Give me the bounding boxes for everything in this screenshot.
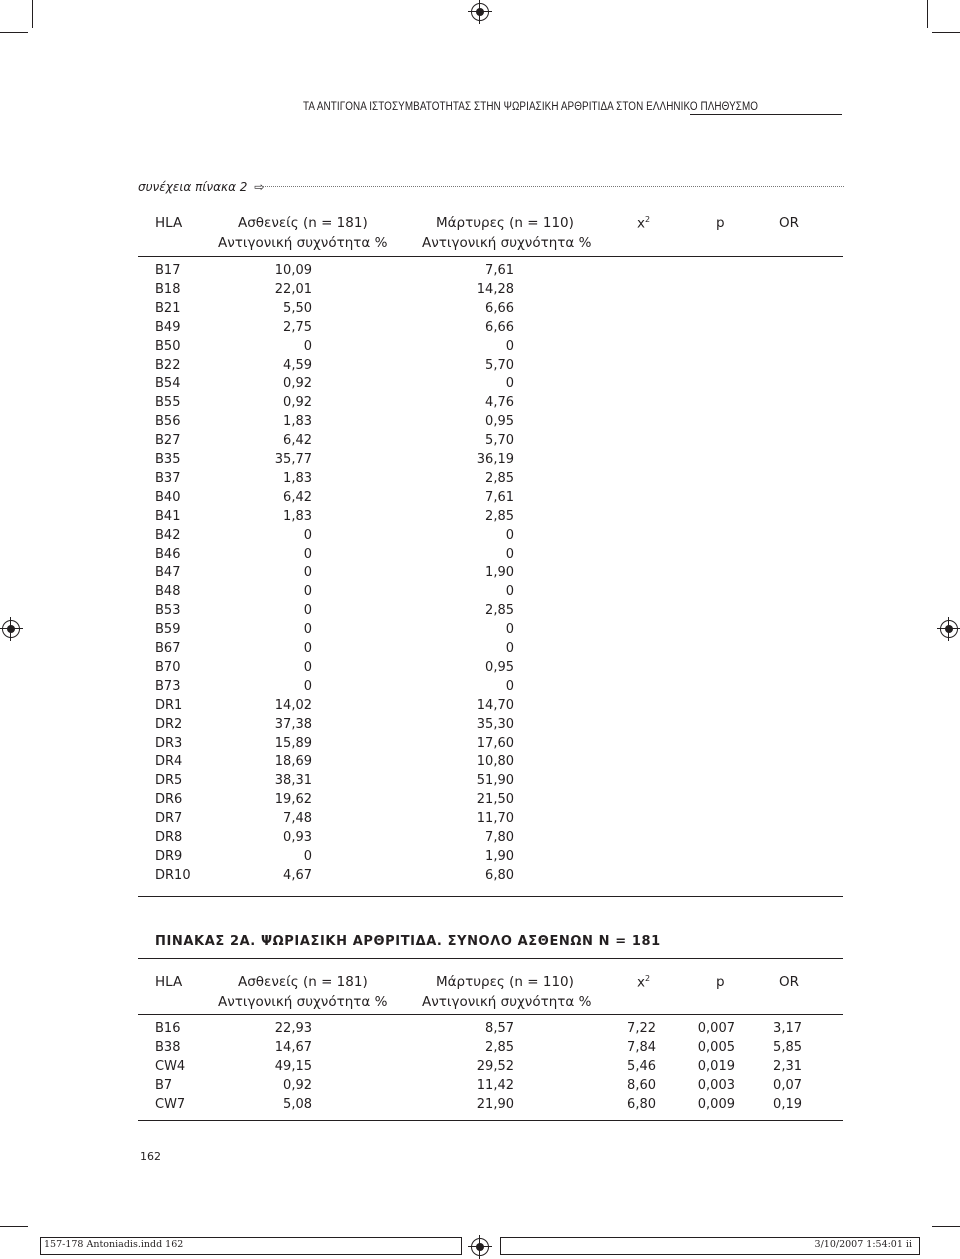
cell-hla: B27 — [155, 433, 181, 448]
cell-hla: B54 — [155, 376, 181, 391]
cell-controls: 2,85 — [485, 471, 514, 486]
cell-patients: 6,42 — [283, 433, 312, 448]
col-patients-sub: Αντιγονική συχνότητα % — [218, 235, 388, 251]
cell-patients: 6,42 — [283, 490, 312, 505]
crop-mark-br-h — [932, 1226, 960, 1227]
cell-hla: DR5 — [155, 773, 183, 788]
col-controls-sub: Αντιγονική συχνότητα % — [422, 235, 592, 251]
cell-hla: B22 — [155, 358, 181, 373]
cell-controls: 0 — [505, 584, 514, 599]
cell-patients: 49,15 — [274, 1059, 312, 1074]
cell-patients: 19,62 — [274, 792, 312, 807]
cell-controls: 0 — [505, 547, 514, 562]
table2-top-rule — [138, 958, 843, 959]
cell-controls: 2,85 — [485, 1040, 514, 1055]
cell-patients: 0 — [303, 528, 312, 543]
cell-hla: DR6 — [155, 792, 183, 807]
cell-hla: B46 — [155, 547, 181, 562]
cell-patients: 0 — [303, 641, 312, 656]
cell-controls: 0 — [505, 376, 514, 391]
cell-hla: DR8 — [155, 830, 183, 845]
table2-bottom-rule — [138, 1120, 843, 1121]
cell-patients: 15,89 — [274, 736, 312, 751]
cell-hla: B67 — [155, 641, 181, 656]
crop-mark-tl-h — [0, 32, 28, 33]
cell-or: 0,19 — [773, 1097, 802, 1112]
cell-hla: B42 — [155, 528, 181, 543]
col-hla: HLA — [155, 974, 183, 990]
cell-p: 0,019 — [697, 1059, 735, 1074]
cell-hla: DR10 — [155, 868, 191, 883]
col-patients-sub: Αντιγονική συχνότητα % — [218, 994, 388, 1010]
cell-controls: 0 — [505, 528, 514, 543]
cell-patients: 1,83 — [283, 414, 312, 429]
cell-hla: B56 — [155, 414, 181, 429]
slug-file: 157-178 Antoniadis.indd 162 — [44, 1239, 184, 1250]
cell-hla: B35 — [155, 452, 181, 467]
cell-patients: 4,67 — [283, 868, 312, 883]
cell-hla: B40 — [155, 490, 181, 505]
cell-hla: B48 — [155, 584, 181, 599]
cell-controls: 1,90 — [485, 565, 514, 580]
cell-patients: 0,92 — [283, 376, 312, 391]
col-chi — [637, 215, 650, 232]
cell-hla: B47 — [155, 565, 181, 580]
cell-patients: 5,08 — [283, 1097, 312, 1112]
chi-symbol: x — [637, 215, 645, 232]
crop-mark-tr-h — [932, 32, 960, 33]
cell-patients: 18,69 — [274, 754, 312, 769]
chi-sup: 2 — [645, 974, 651, 983]
cell-controls: 21,90 — [476, 1097, 514, 1112]
cell-p: 0,003 — [697, 1078, 735, 1093]
cell-hla: B70 — [155, 660, 181, 675]
chi-symbol: x — [637, 974, 645, 991]
header-rule — [690, 114, 842, 115]
col-or: OR — [779, 215, 800, 231]
col-or: OR — [779, 974, 800, 990]
col-p: p — [716, 974, 725, 990]
registration-mark-left-icon — [2, 620, 20, 638]
cell-patients: 22,93 — [274, 1021, 312, 1036]
cell-hla: CW4 — [155, 1059, 186, 1074]
cell-controls: 11,70 — [476, 811, 514, 826]
cell-chi: 8,60 — [627, 1078, 656, 1093]
cell-patients: 10,09 — [274, 263, 312, 278]
cell-hla: DR3 — [155, 736, 183, 751]
col-hla: HLA — [155, 215, 183, 231]
cell-controls: 6,66 — [485, 301, 514, 316]
cell-controls: 21,50 — [476, 792, 514, 807]
continuation-text: συνέχεια πίνακα 2 — [138, 180, 248, 194]
cell-hla: B16 — [155, 1021, 181, 1036]
cell-patients: 0 — [303, 849, 312, 864]
cell-or: 0,07 — [773, 1078, 802, 1093]
cell-controls: 7,61 — [485, 263, 514, 278]
col-controls-sub: Αντιγονική συχνότητα % — [422, 994, 592, 1010]
col-controls: Μάρτυρες (n = 110) — [436, 215, 574, 231]
cell-controls: 29,52 — [476, 1059, 514, 1074]
cell-patients: 0,93 — [283, 830, 312, 845]
cell-hla: B37 — [155, 471, 181, 486]
crop-mark-tl-v — [32, 0, 33, 28]
cell-or: 3,17 — [773, 1021, 802, 1036]
cell-patients: 1,83 — [283, 509, 312, 524]
cell-hla: DR9 — [155, 849, 183, 864]
cell-controls: 14,70 — [476, 698, 514, 713]
registration-mark-top-icon — [471, 3, 489, 21]
cell-patients: 0 — [303, 603, 312, 618]
continuation-dotted-rule — [262, 186, 844, 187]
cell-controls: 36,19 — [476, 452, 514, 467]
cell-patients: 37,38 — [274, 717, 312, 732]
cell-hla: DR4 — [155, 754, 183, 769]
cell-controls: 35,30 — [476, 717, 514, 732]
cell-hla: B49 — [155, 320, 181, 335]
cell-patients: 0 — [303, 565, 312, 580]
arrow-right-icon: ⇨ — [254, 180, 265, 194]
slug-timestamp: 3/10/2007 1:54:01 ii — [814, 1239, 912, 1250]
cell-controls: 11,42 — [476, 1078, 514, 1093]
cell-hla: CW7 — [155, 1097, 186, 1112]
table1-header-rule — [138, 256, 843, 257]
cell-p: 0,009 — [697, 1097, 735, 1112]
cell-patients: 0 — [303, 584, 312, 599]
cell-controls: 5,70 — [485, 358, 514, 373]
cell-controls: 2,85 — [485, 509, 514, 524]
table2-header-rule — [138, 1014, 843, 1015]
cell-patients: 0 — [303, 547, 312, 562]
cell-p: 0,007 — [697, 1021, 735, 1036]
table1-bottom-rule — [138, 896, 843, 897]
cell-hla: B38 — [155, 1040, 181, 1055]
cell-hla: B17 — [155, 263, 181, 278]
cell-patients: 0 — [303, 679, 312, 694]
cell-patients: 0 — [303, 339, 312, 354]
cell-patients: 0,92 — [283, 395, 312, 410]
continuation-label — [138, 180, 264, 194]
cell-controls: 0,95 — [485, 414, 514, 429]
cell-controls: 5,70 — [485, 433, 514, 448]
cell-hla: B41 — [155, 509, 181, 524]
cell-controls: 51,90 — [476, 773, 514, 788]
cell-controls: 0 — [505, 339, 514, 354]
cell-patients: 38,31 — [274, 773, 312, 788]
cell-controls: 7,80 — [485, 830, 514, 845]
cell-controls: 6,80 — [485, 868, 514, 883]
cell-hla: DR7 — [155, 811, 183, 826]
cell-hla: DR2 — [155, 717, 183, 732]
cell-controls: 10,80 — [476, 754, 514, 769]
cell-hla: B53 — [155, 603, 181, 618]
cell-controls: 0,95 — [485, 660, 514, 675]
cell-patients: 14,02 — [274, 698, 312, 713]
cell-controls: 1,90 — [485, 849, 514, 864]
cell-patients: 0 — [303, 660, 312, 675]
cell-hla: B59 — [155, 622, 181, 637]
cell-patients: 4,59 — [283, 358, 312, 373]
cell-controls: 6,66 — [485, 320, 514, 335]
cell-chi: 7,22 — [627, 1021, 656, 1036]
cell-patients: 0 — [303, 622, 312, 637]
col-p: p — [716, 215, 725, 231]
col-chi — [637, 974, 650, 991]
cell-patients: 14,67 — [274, 1040, 312, 1055]
cell-controls: 2,85 — [485, 603, 514, 618]
cell-controls: 0 — [505, 622, 514, 637]
cell-controls: 14,28 — [476, 282, 514, 297]
cell-chi: 5,46 — [627, 1059, 656, 1074]
crop-mark-tr-v — [927, 0, 928, 28]
cell-hla: B18 — [155, 282, 181, 297]
cell-or: 5,85 — [773, 1040, 802, 1055]
cell-chi: 7,84 — [627, 1040, 656, 1055]
cell-controls: 7,61 — [485, 490, 514, 505]
cell-chi: 6,80 — [627, 1097, 656, 1112]
cell-patients: 35,77 — [274, 452, 312, 467]
crop-mark-bl-h — [0, 1226, 28, 1227]
cell-hla: B7 — [155, 1078, 173, 1093]
col-patients: Ασθενείς (n = 181) — [238, 974, 368, 990]
table2-caption: ΠΙΝΑΚΑΣ 2Α. ΨΩΡΙΑΣΙΚΗ ΑΡΘΡΙΤΙΔΑ. ΣΥΝΟΛΟ ΑΣΘΕΝΩΝ Ν = 181 — [155, 934, 661, 949]
cell-controls: 0 — [505, 641, 514, 656]
cell-hla: B73 — [155, 679, 181, 694]
col-patients: Ασθενείς (n = 181) — [238, 215, 368, 231]
cell-controls: 0 — [505, 679, 514, 694]
registration-mark-right-icon — [940, 620, 958, 638]
running-header: ΤΑ ΑΝΤΙΓΟΝΑ ΙΣΤΟΣΥΜΒΑΤΟΤΗΤΑΣ ΣΤΗΝ ΨΩΡΙΑΣΙΚΗ ΑΡΘΡΙΤΙΔΑ ΣΤΟΝ ΕΛΛΗΝΙΚΟ ΠΛΗΘΥΣΜΟ — [303, 101, 759, 113]
cell-hla: B21 — [155, 301, 181, 316]
cell-patients: 5,50 — [283, 301, 312, 316]
cell-patients: 1,83 — [283, 471, 312, 486]
cell-hla: B55 — [155, 395, 181, 410]
col-controls: Μάρτυρες (n = 110) — [436, 974, 574, 990]
cell-p: 0,005 — [697, 1040, 735, 1055]
cell-or: 2,31 — [773, 1059, 802, 1074]
cell-patients: 2,75 — [283, 320, 312, 335]
cell-controls: 17,60 — [476, 736, 514, 751]
registration-mark-bottom-icon — [471, 1238, 489, 1256]
chi-sup: 2 — [645, 215, 651, 224]
cell-hla: B50 — [155, 339, 181, 354]
cell-patients: 22,01 — [274, 282, 312, 297]
cell-controls: 8,57 — [485, 1021, 514, 1036]
cell-controls: 4,76 — [485, 395, 514, 410]
page-number: 162 — [140, 1150, 161, 1163]
cell-patients: 0,92 — [283, 1078, 312, 1093]
cell-patients: 7,48 — [283, 811, 312, 826]
cell-hla: DR1 — [155, 698, 183, 713]
